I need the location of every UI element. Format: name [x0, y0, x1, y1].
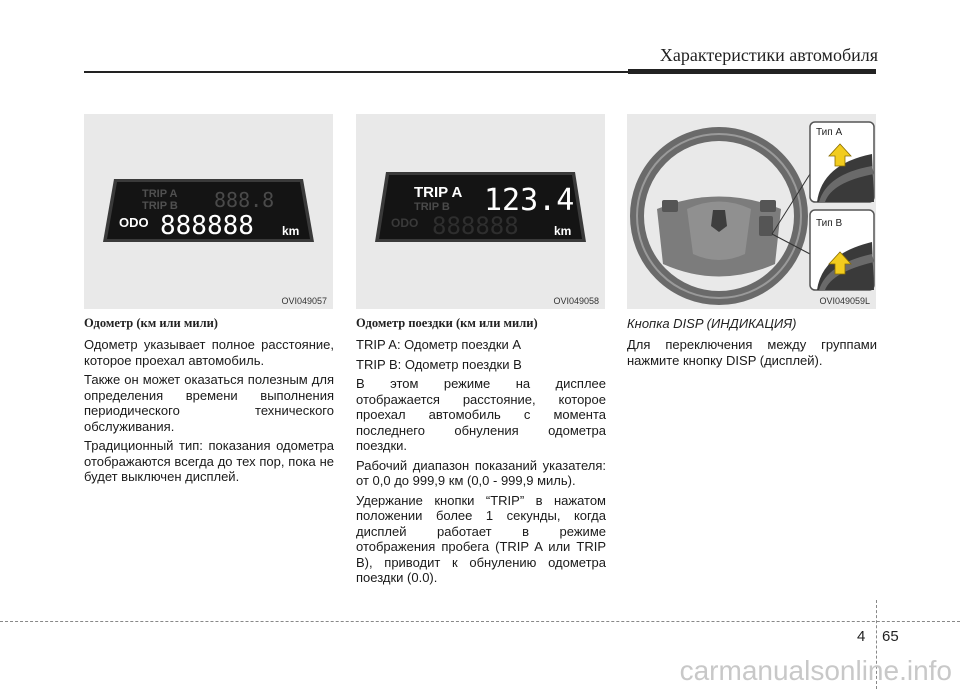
paragraph: Одометр указывает полное расстояние, которое проехал автомобиль. [84, 337, 334, 368]
odo-value: 888888 [160, 211, 254, 241]
footer-rule [0, 621, 960, 622]
trip-a-label: TRIP A [142, 188, 178, 200]
section-heading: Одометр (км или мили) [84, 316, 218, 330]
header-rule-accent [628, 69, 876, 74]
odo-label: ODO [391, 216, 419, 230]
column-odometer [84, 316, 334, 489]
page-number: 65 [882, 628, 899, 645]
column-disp-button [627, 316, 877, 372]
paragraph: Для переключения между группами нажмите кнопку DISP (дисплей). [627, 337, 877, 368]
column-trip-odometer [356, 316, 606, 590]
unit-label: km [282, 224, 300, 238]
chapter-number: 4 [857, 628, 866, 645]
figure-code: OVI049059L [819, 296, 870, 306]
trip-b-label: TRIP B [414, 201, 450, 213]
paragraph: Удержание кнопки “TRIP” в нажатом положении более 1 секунды, когда дисплей работает в режиме отображения пробега (TRIP A или TRIP B), приводит к обнулению одометра поездки (0.0). [356, 492, 606, 585]
trip-value: 123.4 [484, 183, 575, 218]
trip-display-illustration [356, 114, 605, 309]
odo-label: ODO [119, 215, 149, 230]
paragraph: Также он может оказаться полезным для определения времени выполнения периодического технического обслуживания. [84, 372, 334, 434]
figure-code: OVI049057 [281, 296, 327, 306]
steering-wheel-illustration [627, 114, 876, 309]
type-b-label: Тип B [816, 218, 843, 229]
section-heading: Одометр поездки (км или мили) [356, 316, 538, 330]
figure-code: OVI049058 [553, 296, 599, 306]
paragraph: В этом режиме на дисплее отображается расстояние, которое проехал автомобиль с момента последнего обнуления одометра поездки. [356, 376, 606, 453]
paragraph: TRIP A: Одометр поездки A [356, 337, 522, 352]
trip-value: 888.8 [214, 188, 275, 212]
chapter-title: Характеристики автомобиля [659, 45, 878, 65]
type-a-label: Тип A [816, 127, 843, 138]
odo-value: 888888 [432, 212, 519, 240]
trip-a-label: TRIP A [414, 184, 463, 201]
unit-label: km [554, 224, 572, 238]
section-heading: Кнопка DISP (ИНДИКАЦИЯ) [627, 316, 797, 331]
odometer-display-illustration [84, 114, 333, 309]
paragraph: TRIP B: Одометр поездки B [356, 356, 522, 372]
figure-steering-wheel [627, 114, 876, 309]
watermark: carmanualsonline.info [679, 655, 952, 686]
paragraph: Традиционный тип: показания одометра отображаются всегда до тех пор, пока не будет выключен дисплей. [84, 438, 334, 484]
paragraph: Рабочий диапазон показаний указателя: от 0,0 до 999,9 км (0,0 - 999,9 миль). [356, 457, 606, 488]
figure-odometer [84, 114, 333, 309]
figure-trip [356, 114, 605, 309]
trip-b-label: TRIP B [142, 200, 178, 212]
